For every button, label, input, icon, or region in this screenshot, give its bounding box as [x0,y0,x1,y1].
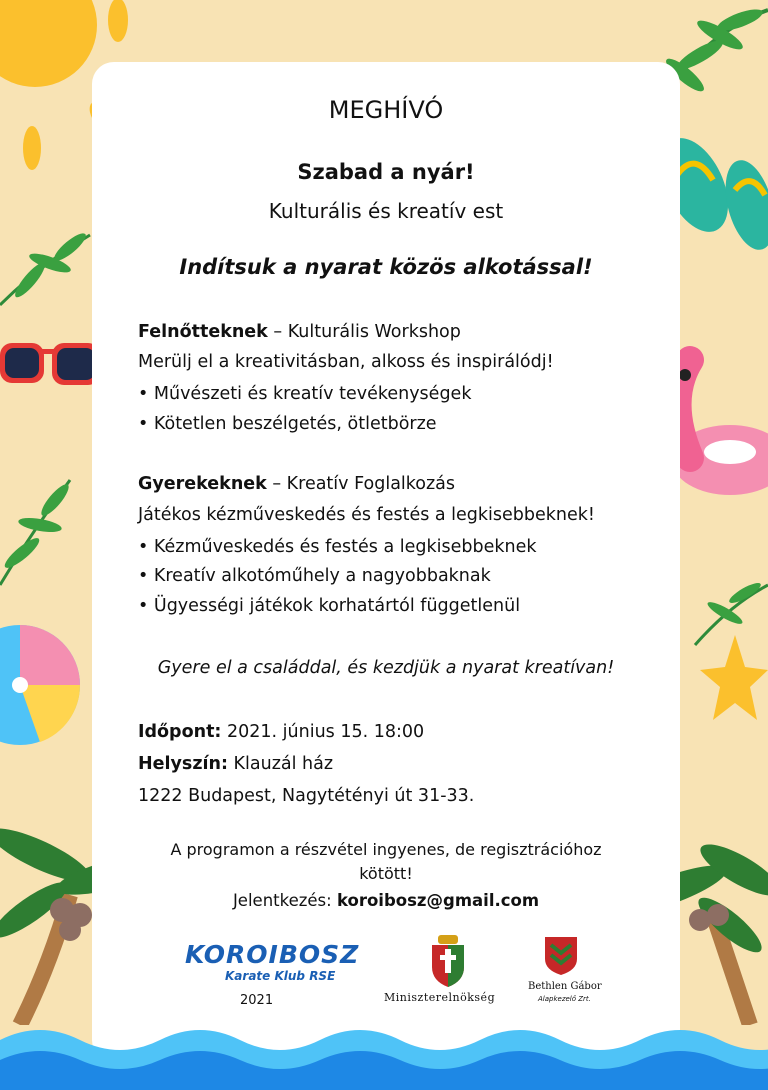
registration-contact: Jelentkezés: koroibosz@gmail.com [232,891,540,910]
registration-note: A programon a részvétel ingyenes, de regisztrációhoz [170,840,602,859]
adults-heading: Felnőtteknek – Kulturális Workshop [138,322,461,342]
club-logo-name: KOROIBOSZ [185,940,360,969]
club-logo-sub: Karate Klub RSE [225,969,336,983]
list-item: • Kreatív alkotóműhely a nagyobbaknak [138,566,491,586]
kids-intro: Játékos kézműveskedés és festés a legkisebbeknek! [138,505,595,525]
club-year: 2021 [240,993,274,1008]
fund-sublabel: Alapkezelő Zrt. [538,995,591,1003]
adults-intro: Merülj el a kreativitásban, alkoss és inspirálódj! [138,352,554,372]
event-place: Helyszín: Klauzál ház [138,754,334,774]
ministry-label: Miniszterelnökség [384,991,496,1004]
event-tagline: Indítsuk a nyarat közös alkotással! [179,255,593,279]
event-title: Szabad a nyár! [297,160,475,184]
fund-logo-icon [543,937,579,975]
sunglasses-icon [0,335,105,400]
list-item: • Művészeti és kreatív tevékenységek [138,384,472,404]
invitation-title: MEGHÍVÓ [328,96,444,124]
event-time: Időpont: 2021. június 15. 18:00 [138,722,425,742]
palm-leaf-mid-left-icon [0,475,80,595]
club-logo [185,940,370,983]
list-item: • Kézműveskedés és festés a legkisebbeknek [138,537,537,557]
beach-ball-icon [0,620,85,750]
event-subtitle: Kulturális és kreatív est [268,199,504,223]
email-link[interactable]: koroibosz@gmail.com [336,891,540,910]
event-address: 1222 Budapest, Nagytétényi út 31-33. [138,786,475,806]
starfish-icon [695,635,768,730]
kids-heading: Gyerekeknek – Kreatív Foglalkozás [138,474,456,494]
closing-line: Gyere el a családdal, és kezdjük a nyarat kreatívan! [157,658,615,678]
fund-label: Bethlen Gábor [528,981,602,992]
registration-note-cont: kötött! [359,864,413,883]
water-waves [0,1020,768,1090]
palm-leaf-left-icon [0,225,95,320]
coat-of-arms-icon [428,935,468,987]
list-item: • Ügyességi játékok korhatártól függetlenül [138,596,521,616]
list-item: • Kötetlen beszélgetés, ötletbörze [138,414,437,434]
